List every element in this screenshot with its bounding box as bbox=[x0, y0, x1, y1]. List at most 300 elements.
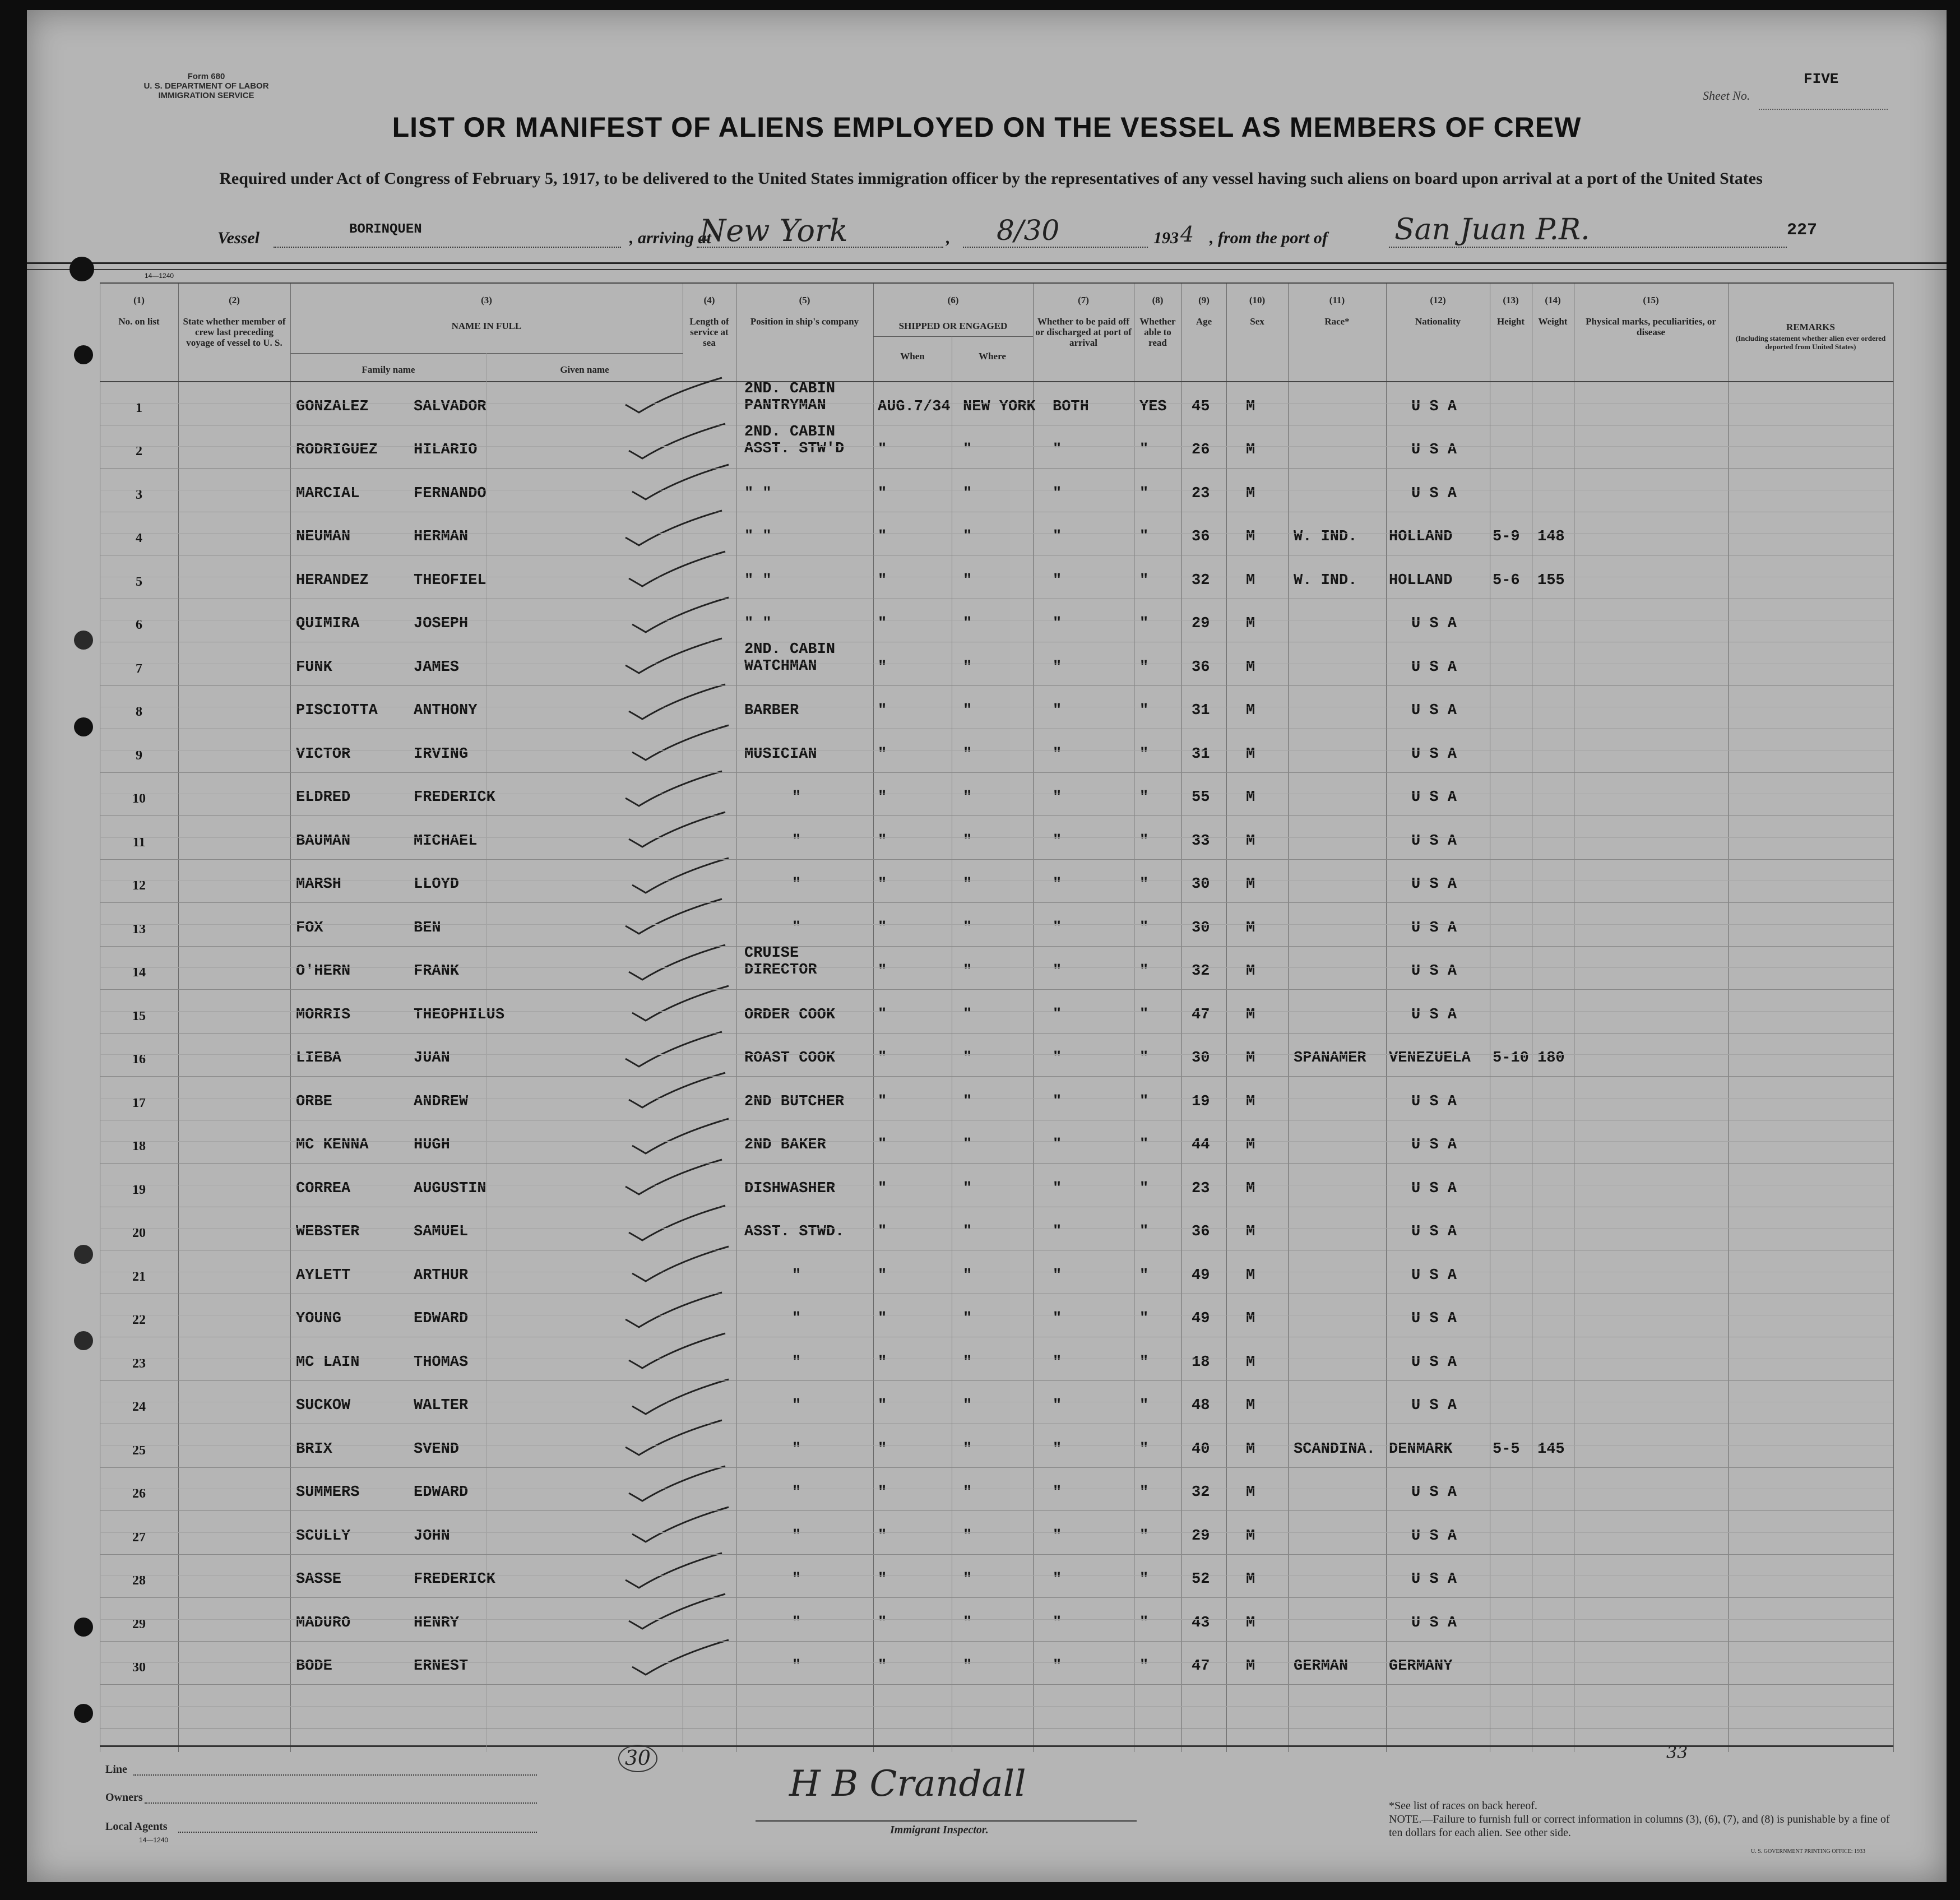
able-to-read: " bbox=[1139, 1310, 1149, 1328]
age: 23 bbox=[1192, 485, 1210, 502]
race: SPANAMER bbox=[1294, 1050, 1366, 1067]
given-name: LLOYD bbox=[414, 876, 460, 893]
form-code-top: 14—1240 bbox=[145, 272, 174, 280]
sex: M bbox=[1246, 1571, 1255, 1588]
check-mark-icon bbox=[624, 682, 731, 721]
age: 40 bbox=[1192, 1440, 1210, 1458]
row-number: 27 bbox=[132, 1530, 146, 1545]
sex: M bbox=[1246, 572, 1255, 589]
weight: 180 bbox=[1537, 1050, 1565, 1067]
from-port-label: , from the port of bbox=[1210, 229, 1328, 247]
column-number: (2) bbox=[229, 295, 240, 305]
position: " bbox=[792, 876, 801, 893]
family-name: MARCIAL bbox=[296, 485, 360, 502]
family-name: FUNK bbox=[296, 659, 332, 676]
shipped-where: " bbox=[963, 529, 972, 546]
position: " " bbox=[744, 615, 772, 633]
row-number: 4 bbox=[136, 531, 142, 546]
age: 49 bbox=[1192, 1310, 1210, 1328]
paid-off: " bbox=[1053, 963, 1062, 980]
family-name: BRIX bbox=[296, 1440, 332, 1458]
row-number: 25 bbox=[132, 1443, 146, 1458]
check-mark-icon bbox=[624, 943, 731, 982]
sex: M bbox=[1246, 1137, 1255, 1154]
family-name: PISCIOTTA bbox=[296, 702, 378, 720]
paid-off: " bbox=[1053, 1440, 1062, 1458]
age: 31 bbox=[1192, 702, 1210, 720]
able-to-read: " bbox=[1139, 1571, 1149, 1588]
family-name: LIEBA bbox=[296, 1050, 342, 1067]
age: 44 bbox=[1192, 1137, 1210, 1154]
year-prefix: 193 bbox=[1153, 229, 1179, 247]
column-subheader: Family name bbox=[362, 364, 415, 375]
able-to-read: " bbox=[1139, 1180, 1149, 1197]
able-to-read: " bbox=[1139, 1006, 1149, 1023]
nationality: U S A bbox=[1411, 1397, 1457, 1415]
column-number: (12) bbox=[1430, 295, 1446, 305]
age: 32 bbox=[1192, 1484, 1210, 1502]
check-mark-icon bbox=[628, 595, 734, 634]
shipped-when: " bbox=[878, 1397, 887, 1415]
paid-off: " bbox=[1053, 615, 1062, 633]
given-name: FRANK bbox=[414, 963, 460, 980]
column-number: (10) bbox=[1249, 295, 1266, 305]
paid-off: " bbox=[1053, 1658, 1062, 1675]
shipped-when: " bbox=[878, 1614, 887, 1632]
shipped-when: " bbox=[878, 919, 887, 937]
age: 23 bbox=[1192, 1180, 1210, 1197]
paid-off: " bbox=[1053, 1354, 1062, 1371]
able-to-read: " bbox=[1139, 615, 1149, 633]
sex: M bbox=[1246, 442, 1255, 459]
check-mark-icon bbox=[621, 1551, 728, 1590]
check-mark-icon bbox=[621, 1030, 728, 1069]
given-name: HERMAN bbox=[414, 529, 469, 546]
arrival-port: New York bbox=[699, 213, 848, 248]
given-name: THEOPHILUS bbox=[414, 1006, 505, 1023]
age: 43 bbox=[1192, 1614, 1210, 1632]
age: 32 bbox=[1192, 963, 1210, 980]
family-name: SASSE bbox=[296, 1571, 342, 1588]
given-name: HENRY bbox=[414, 1614, 460, 1632]
given-name: SALVADOR bbox=[414, 398, 486, 415]
row-number: 20 bbox=[132, 1226, 146, 1241]
shipped-when: " bbox=[878, 615, 887, 633]
local-agents-label: Local Agents bbox=[105, 1820, 168, 1833]
family-name: SCULLY bbox=[296, 1527, 351, 1545]
shipped-where: " bbox=[963, 789, 972, 807]
given-name: FREDERICK bbox=[414, 1571, 495, 1588]
given-name: JOSEPH bbox=[414, 615, 469, 633]
nationality: U S A bbox=[1411, 1137, 1457, 1154]
paid-off: " bbox=[1053, 1571, 1062, 1588]
paid-off: " bbox=[1053, 1224, 1062, 1241]
row-number: 22 bbox=[132, 1313, 146, 1328]
age: 30 bbox=[1192, 1050, 1210, 1067]
age: 52 bbox=[1192, 1571, 1210, 1588]
able-to-read: " bbox=[1139, 1354, 1149, 1371]
position: 2ND BAKER bbox=[744, 1137, 826, 1154]
row-number: 23 bbox=[132, 1356, 146, 1371]
able-to-read: " bbox=[1139, 1224, 1149, 1241]
able-to-read: " bbox=[1139, 1527, 1149, 1545]
paid-off: " bbox=[1053, 1397, 1062, 1415]
sheet-no-value: FIVE bbox=[1804, 71, 1839, 87]
column-number: (3) bbox=[481, 295, 492, 305]
height: 5-10 bbox=[1493, 1050, 1529, 1067]
nationality: U S A bbox=[1411, 485, 1457, 502]
given-name: ANTHONY bbox=[414, 702, 478, 720]
vessel-label: Vessel bbox=[217, 229, 260, 247]
shipped-where: " bbox=[963, 919, 972, 937]
row-number: 2 bbox=[136, 444, 142, 459]
sex: M bbox=[1246, 702, 1255, 720]
able-to-read: " bbox=[1139, 1484, 1149, 1502]
shipped-when: " bbox=[878, 1050, 887, 1067]
able-to-read: " bbox=[1139, 876, 1149, 893]
able-to-read: " bbox=[1139, 529, 1149, 546]
paid-off: " bbox=[1053, 659, 1062, 676]
given-name: MICHAEL bbox=[414, 832, 478, 850]
shipped-when: " bbox=[878, 1093, 887, 1110]
age: 19 bbox=[1192, 1093, 1210, 1110]
able-to-read: " bbox=[1139, 745, 1149, 763]
row-number: 29 bbox=[132, 1616, 146, 1632]
able-to-read: " bbox=[1139, 1658, 1149, 1675]
family-name: MC LAIN bbox=[296, 1354, 360, 1371]
nationality: U S A bbox=[1411, 963, 1457, 980]
departure-port: San Juan P.R. bbox=[1394, 213, 1590, 247]
family-name: GONZALEZ bbox=[296, 398, 369, 415]
shipped-when: " bbox=[878, 963, 887, 980]
able-to-read: " bbox=[1139, 919, 1149, 937]
position: CRUISE DIRECTOR bbox=[744, 945, 817, 979]
nationality: HOLLAND bbox=[1389, 572, 1453, 589]
given-name: THOMAS bbox=[414, 1354, 469, 1371]
position: " bbox=[792, 1267, 801, 1284]
shipped-when: " bbox=[878, 1571, 887, 1588]
given-name: THEOFIEL bbox=[414, 572, 486, 589]
age: 48 bbox=[1192, 1397, 1210, 1415]
column-number: (14) bbox=[1545, 295, 1561, 305]
able-to-read: " bbox=[1139, 1137, 1149, 1154]
year-suffix: 4 bbox=[1180, 222, 1194, 247]
given-name: AUGUSTIN bbox=[414, 1180, 486, 1197]
age: 49 bbox=[1192, 1267, 1210, 1284]
given-name: JAMES bbox=[414, 659, 460, 676]
column-header: Whether able to read bbox=[1139, 316, 1176, 348]
race: W. IND. bbox=[1294, 529, 1357, 546]
sex: M bbox=[1246, 659, 1255, 676]
inspector-label: Immigrant Inspector. bbox=[890, 1824, 989, 1836]
column-header: Race* bbox=[1324, 316, 1350, 327]
able-to-read: " bbox=[1139, 789, 1149, 807]
column-number: (1) bbox=[133, 295, 145, 305]
row-number: 30 bbox=[132, 1660, 146, 1675]
row-number: 11 bbox=[132, 835, 146, 850]
shipped-when: " bbox=[878, 1658, 887, 1675]
sex: M bbox=[1246, 1440, 1255, 1458]
shipped-when: " bbox=[878, 1006, 887, 1023]
row-number: 21 bbox=[132, 1269, 146, 1284]
sex: M bbox=[1246, 1354, 1255, 1371]
row-number: 28 bbox=[132, 1573, 146, 1588]
position: " bbox=[792, 832, 801, 850]
shipped-when: " bbox=[878, 745, 887, 763]
nationality: U S A bbox=[1411, 1310, 1457, 1328]
family-name: WEBSTER bbox=[296, 1224, 360, 1241]
age: 26 bbox=[1192, 442, 1210, 459]
footnote: *See list of races on back hereof. NOTE.—Failure to furnish full or correct information in columns (3), (6), (7), and (8) is punishable by a fine of ten dollars for each alien. See other side. U. S. GOVERNMENT PRINTING OFFICE: 1933 bbox=[1389, 1800, 1890, 1855]
given-name: ANDREW bbox=[414, 1093, 469, 1110]
column-header: Physical marks, peculiarities, or disease bbox=[1586, 316, 1716, 337]
column-number: (13) bbox=[1503, 295, 1519, 305]
shipped-when: " bbox=[878, 1440, 887, 1458]
position: MUSICIAN bbox=[744, 745, 817, 763]
row-number: 18 bbox=[132, 1139, 146, 1154]
able-to-read: YES bbox=[1139, 398, 1167, 415]
arrival-date: 8/30 bbox=[997, 214, 1060, 247]
age: 29 bbox=[1192, 1527, 1210, 1545]
paid-off: " bbox=[1053, 702, 1062, 720]
nationality: U S A bbox=[1411, 659, 1457, 676]
nationality: U S A bbox=[1411, 615, 1457, 633]
age: 29 bbox=[1192, 615, 1210, 633]
column-header: NAME IN FULL bbox=[451, 321, 522, 331]
column-number: (5) bbox=[799, 295, 810, 305]
height: 5-6 bbox=[1493, 572, 1520, 589]
shipped-where: " bbox=[963, 1571, 972, 1588]
nationality: U S A bbox=[1411, 1484, 1457, 1502]
family-name: MC KENNA bbox=[296, 1137, 369, 1154]
family-name: QUIMIRA bbox=[296, 615, 360, 633]
column-subheader: Given name bbox=[560, 364, 609, 375]
position: " bbox=[792, 1397, 801, 1415]
arriving-label: , arriving at bbox=[629, 229, 711, 247]
weight: 155 bbox=[1537, 572, 1565, 589]
position: " bbox=[792, 1310, 801, 1328]
position: 2ND BUTCHER bbox=[744, 1093, 845, 1110]
row-number: 24 bbox=[132, 1399, 146, 1415]
sex: M bbox=[1246, 1310, 1255, 1328]
column-header: SHIPPED OR ENGAGED bbox=[898, 321, 1008, 331]
sex: M bbox=[1246, 1093, 1255, 1110]
shipped-when: " bbox=[878, 1180, 887, 1197]
able-to-read: " bbox=[1139, 442, 1149, 459]
position: " bbox=[792, 1658, 801, 1675]
sex: M bbox=[1246, 789, 1255, 807]
paid-off: " bbox=[1053, 789, 1062, 807]
age: 32 bbox=[1192, 572, 1210, 589]
position: " bbox=[792, 1571, 801, 1588]
shipped-where: " bbox=[963, 485, 972, 502]
sex: M bbox=[1246, 919, 1255, 937]
able-to-read: " bbox=[1139, 1614, 1149, 1632]
row-number: 7 bbox=[136, 661, 142, 676]
race: GERMAN bbox=[1294, 1658, 1349, 1675]
shipped-where: " bbox=[963, 702, 972, 720]
position: " bbox=[792, 1484, 801, 1502]
shipped-when: " bbox=[878, 529, 887, 546]
sex: M bbox=[1246, 529, 1255, 546]
nationality: U S A bbox=[1411, 1224, 1457, 1241]
family-name: SUMMERS bbox=[296, 1484, 360, 1502]
shipped-when: " bbox=[878, 876, 887, 893]
nationality: U S A bbox=[1411, 442, 1457, 459]
family-name: CORREA bbox=[296, 1180, 351, 1197]
given-name: BEN bbox=[414, 919, 441, 937]
shipped-when: " bbox=[878, 659, 887, 676]
shipped-where: " bbox=[963, 1658, 972, 1675]
age: 47 bbox=[1192, 1658, 1210, 1675]
sex: M bbox=[1246, 398, 1255, 415]
sex: M bbox=[1246, 1180, 1255, 1197]
paid-off: " bbox=[1053, 745, 1062, 763]
family-name: SUCKOW bbox=[296, 1397, 351, 1415]
given-name: SVEND bbox=[414, 1440, 460, 1458]
column-header: State whether member of crew last preceding voyage of vessel to U. S. bbox=[183, 316, 286, 348]
paid-off: " bbox=[1053, 1180, 1062, 1197]
given-name: FREDERICK bbox=[414, 789, 495, 807]
sex: M bbox=[1246, 1527, 1255, 1545]
age: 36 bbox=[1192, 1224, 1210, 1241]
row-number: 26 bbox=[132, 1486, 146, 1502]
shipped-where: " bbox=[963, 876, 972, 893]
weight: 148 bbox=[1537, 529, 1565, 546]
nationality: GERMANY bbox=[1389, 1658, 1453, 1675]
paid-off: " bbox=[1053, 876, 1062, 893]
check-mark-icon bbox=[624, 1203, 731, 1243]
shipped-where: " bbox=[963, 615, 972, 633]
able-to-read: " bbox=[1139, 1397, 1149, 1415]
check-mark-icon bbox=[624, 421, 731, 461]
paid-off: " bbox=[1053, 1484, 1062, 1502]
sex: M bbox=[1246, 1658, 1255, 1675]
shipped-where: " bbox=[963, 1354, 972, 1371]
vessel-name: BORINQUEN bbox=[349, 222, 422, 237]
able-to-read: " bbox=[1139, 572, 1149, 589]
sex: M bbox=[1246, 832, 1255, 850]
shipped-where: " bbox=[963, 1527, 972, 1545]
column-header: Length of service at sea bbox=[689, 316, 729, 348]
sheet-no-line bbox=[1759, 109, 1888, 110]
row-number: 16 bbox=[132, 1052, 146, 1067]
sex: M bbox=[1246, 1614, 1255, 1632]
given-name: FERNANDO bbox=[414, 485, 486, 502]
sex: M bbox=[1246, 1397, 1255, 1415]
row-number: 12 bbox=[132, 878, 146, 893]
row-number: 9 bbox=[136, 748, 142, 763]
paid-off: BOTH bbox=[1053, 398, 1089, 415]
sex: M bbox=[1246, 485, 1255, 502]
paid-off: " bbox=[1053, 1093, 1062, 1110]
shipped-where: NEW YORK bbox=[963, 398, 1036, 415]
nationality: U S A bbox=[1411, 1354, 1457, 1371]
check-mark-icon bbox=[624, 1464, 731, 1503]
given-name: ERNEST bbox=[414, 1658, 469, 1675]
position: " bbox=[792, 1527, 801, 1545]
sex: M bbox=[1246, 1006, 1255, 1023]
given-name: EDWARD bbox=[414, 1310, 469, 1328]
check-mark-icon bbox=[621, 1290, 728, 1329]
binder-hole bbox=[74, 1331, 93, 1350]
family-name: MARSH bbox=[296, 876, 342, 893]
weight: 145 bbox=[1537, 1440, 1565, 1458]
family-name: VICTOR bbox=[296, 745, 351, 763]
family-name: ELDRED bbox=[296, 789, 351, 807]
sex: M bbox=[1246, 1224, 1255, 1241]
shipped-where: " bbox=[963, 1267, 972, 1284]
paid-off: " bbox=[1053, 1614, 1062, 1632]
column-header: Whether to be paid off or discharged at port of arrival bbox=[1035, 316, 1132, 348]
column-header: Age bbox=[1196, 316, 1212, 327]
column-number: (8) bbox=[1152, 295, 1164, 305]
column-header: Weight bbox=[1538, 316, 1568, 327]
page-count: 33 bbox=[1666, 1743, 1688, 1763]
position: DISHWASHER bbox=[744, 1180, 836, 1197]
check-mark-icon bbox=[628, 1638, 734, 1677]
shipped-where: " bbox=[963, 1484, 972, 1502]
sex: M bbox=[1246, 745, 1255, 763]
age: 55 bbox=[1192, 789, 1210, 807]
position: 2ND. CABIN WATCHMAN bbox=[744, 641, 836, 675]
manifest-sheet bbox=[27, 10, 1947, 1882]
shipped-where: " bbox=[963, 1440, 972, 1458]
shipped-when: " bbox=[878, 1137, 887, 1154]
column-subheader: When bbox=[900, 351, 925, 362]
race: SCANDINA. bbox=[1294, 1440, 1375, 1458]
position: BARBER bbox=[744, 702, 799, 720]
paid-off: " bbox=[1053, 1310, 1062, 1328]
row-number: 3 bbox=[136, 487, 142, 502]
row-number: 8 bbox=[136, 705, 142, 720]
document-subtitle: Required under Act of Congress of February 5, 1917, to be delivered to the United States immigration officer by the representatives of any vessel having such aliens on board upon arrival at a port of the United States bbox=[219, 169, 1763, 188]
line-label: Line bbox=[105, 1763, 127, 1776]
shipped-where: " bbox=[963, 1310, 972, 1328]
paid-off: " bbox=[1053, 1527, 1062, 1545]
age: 33 bbox=[1192, 832, 1210, 850]
row-number: 15 bbox=[132, 1008, 146, 1023]
given-name: HUGH bbox=[414, 1137, 450, 1154]
form-identifier: Form 680 U. S. DEPARTMENT OF LABOR IMMIGRATION SERVICE bbox=[143, 72, 269, 100]
shipped-where: " bbox=[963, 1614, 972, 1632]
sex: M bbox=[1246, 1267, 1255, 1284]
column-header: Sex bbox=[1250, 316, 1264, 327]
position: " " bbox=[744, 572, 772, 589]
position: " bbox=[792, 919, 801, 937]
shipped-when: " bbox=[878, 1310, 887, 1328]
family-name: O'HERN bbox=[296, 963, 351, 980]
paid-off: " bbox=[1053, 1006, 1062, 1023]
family-name: ORBE bbox=[296, 1093, 332, 1110]
given-name: JOHN bbox=[414, 1527, 450, 1545]
binder-hole bbox=[74, 1618, 93, 1637]
column-number: (4) bbox=[703, 295, 715, 305]
nationality: U S A bbox=[1411, 1614, 1457, 1632]
family-name: NEUMAN bbox=[296, 529, 351, 546]
shipped-where: " bbox=[963, 1224, 972, 1241]
position: " bbox=[792, 789, 801, 807]
paid-off: " bbox=[1053, 529, 1062, 546]
paid-off: " bbox=[1053, 1050, 1062, 1067]
able-to-read: " bbox=[1139, 832, 1149, 850]
column-subheader: Where bbox=[979, 351, 1006, 362]
column-number: (6) bbox=[947, 295, 959, 305]
shipped-when: " bbox=[878, 1354, 887, 1371]
shipped-when: " bbox=[878, 1224, 887, 1241]
shipped-when: " bbox=[878, 572, 887, 589]
given-name: EDWARD bbox=[414, 1484, 469, 1502]
